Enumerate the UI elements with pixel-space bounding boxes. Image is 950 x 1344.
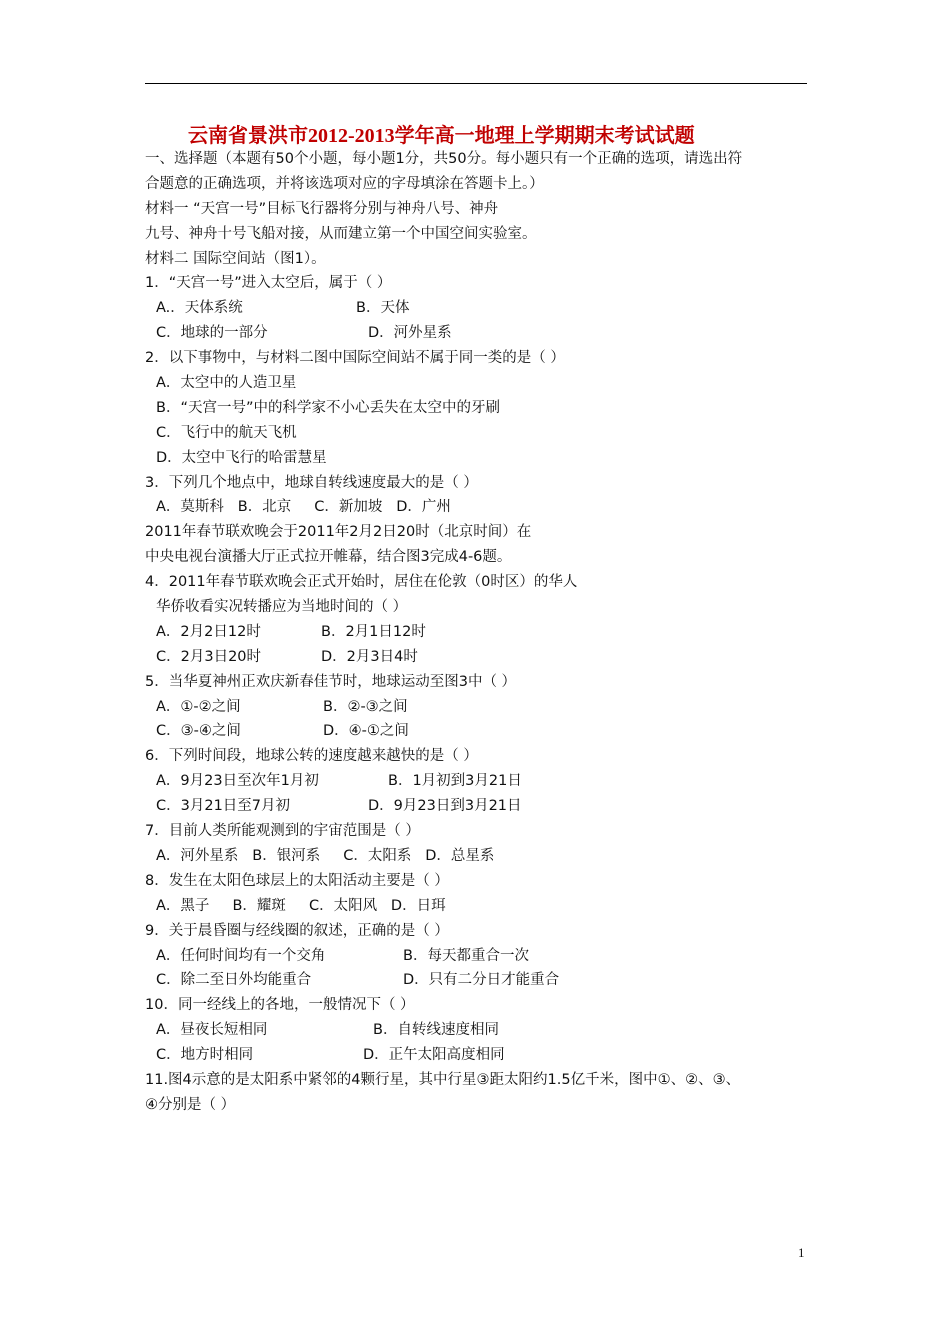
option-b: B．天体	[356, 300, 410, 317]
question-11-stem: 11.图4示意的是太阳系中紧邻的4颗行星，其中行星③距太阳约1.5亿千米，图中①、②、③、	[145, 1071, 741, 1088]
question-8-options: A．黑子 B．耀斑 C．太阳风 D．日珥	[156, 897, 446, 914]
question-4-options-row	[145, 645, 820, 670]
option-c: C．飞行中的航天飞机	[156, 424, 297, 441]
header-rule	[145, 83, 807, 84]
option-b: B．②-③之间	[323, 698, 408, 715]
option-c: C．地球的一部分	[156, 325, 268, 342]
option-a: A.．天体系统	[156, 300, 243, 317]
question-10-options-row	[145, 1043, 820, 1068]
option-d: D．④-①之间	[323, 723, 409, 740]
option-a: A．昼夜长短相同	[156, 1022, 268, 1039]
question-5-stem: 5．当华夏神州正欢庆新春佳节时，地球运动至图3中（ ）	[145, 673, 517, 690]
document-body	[145, 147, 820, 1118]
option-a: A．太空中的人造卫星	[156, 375, 297, 392]
question-7-stem: 7．目前人类所能观测到的宇宙范围是（ ）	[145, 823, 420, 840]
option-d: D．只有二分日才能重合	[403, 972, 560, 989]
question-4-stem: 4．2011年春节联欢晚会正式开始时，居住在伦敦（0时区）的华人	[145, 574, 578, 591]
question-5-options-row	[145, 719, 820, 744]
material-one-line: 九号、神舟十号飞船对接，从而建立第一个中国空间实验室。	[145, 225, 537, 242]
option-b: B．2月1日12时	[321, 623, 426, 640]
question-6-options-row	[145, 769, 820, 794]
option-a: A．9月23日至次年1月初	[156, 773, 319, 790]
question-6-options-row	[145, 794, 820, 819]
question-3-stem: 3．下列几个地点中，地球自转线速度最大的是（ ）	[145, 474, 478, 491]
question-9-options-row	[145, 968, 820, 993]
document-title: 云南省景洪市2012-2013学年高一地理上学期期末考试试题	[188, 125, 695, 147]
question-4-stem-continued: 华侨收看实况转播应为当地时间的（ ）	[156, 599, 408, 616]
option-c: C．除二至日外均能重合	[156, 972, 312, 989]
passage-line: 2011年春节联欢晚会于2011年2月2日20时（北京时间）在	[145, 524, 532, 541]
question-1-stem: 1．“天宫一号”进入太空后，属于（ ）	[145, 275, 392, 292]
option-d: D．河外星系	[368, 325, 452, 342]
question-4-options-row	[145, 620, 820, 645]
option-b: B．每天都重合一次	[403, 947, 529, 964]
option-c: C．2月3日20时	[156, 648, 262, 665]
question-5-options-row	[145, 695, 820, 720]
option-b: B．“天宫一号”中的科学家不小心丢失在太空中的牙刷	[156, 399, 500, 416]
option-d: D．正午太阳高度相同	[363, 1047, 505, 1064]
option-a: A．2月2日12时	[156, 623, 261, 640]
intro-line: 合题意的正确选项，并将该选项对应的字母填涂在答题卡上。）	[145, 175, 544, 192]
option-c: C．③-④之间	[156, 723, 241, 740]
option-c: C．3月21日至7月初	[156, 798, 291, 815]
question-6-stem: 6．下列时间段，地球公转的速度越来越快的是（ ）	[145, 748, 478, 765]
option-d: D．9月23日到3月21日	[368, 798, 522, 815]
intro-line: 一、选择题（本题有50个小题，每小题1分，共50分。每小题只有一个正确的选项，请选出符	[145, 151, 743, 167]
page-number: 1	[798, 1245, 805, 1260]
passage-line: 中央电视台演播大厅正式拉开帷幕，结合图3完成4-6题。	[145, 549, 512, 566]
question-7-options: A．河外星系 B．银河系 C．太阳系 D．总星系	[156, 847, 495, 864]
question-10-stem: 10．同一经线上的各地，一般情况下（ ）	[145, 997, 415, 1014]
question-9-stem: 9．关于晨昏圈与经线圈的叙述，正确的是（ ）	[145, 922, 449, 939]
question-2-stem: 2．以下事物中，与材料二图中国际空间站不属于同一类的是（ ）	[145, 350, 565, 367]
question-9-options-row	[145, 944, 820, 969]
option-a: A．①-②之间	[156, 698, 241, 715]
question-3-options: A．莫斯科 B．北京 C．新加坡 D．广州	[156, 499, 451, 516]
question-1-options-row	[145, 321, 820, 346]
option-c: C．地方时相同	[156, 1047, 254, 1064]
question-8-stem: 8．发生在太阳色球层上的太阳活动主要是（ ）	[145, 872, 449, 889]
option-d: D．太空中飞行的哈雷慧星	[156, 449, 327, 466]
material-two-line: 材料二 国际空间站（图1）。	[145, 250, 326, 267]
option-a: A．任何时间均有一个交角	[156, 947, 326, 964]
question-10-options-row	[145, 1018, 820, 1043]
option-b: B．1月初到3月21日	[388, 773, 522, 790]
material-one-line: 材料一 “天宫一号”目标飞行器将分别与神舟八号、神舟	[145, 200, 499, 217]
question-11-stem-continued: ④分别是（ ）	[145, 1096, 236, 1113]
option-d: D．2月3日4时	[321, 648, 418, 665]
question-1-options-row	[145, 296, 820, 321]
option-b: B．自转线速度相同	[373, 1022, 499, 1039]
